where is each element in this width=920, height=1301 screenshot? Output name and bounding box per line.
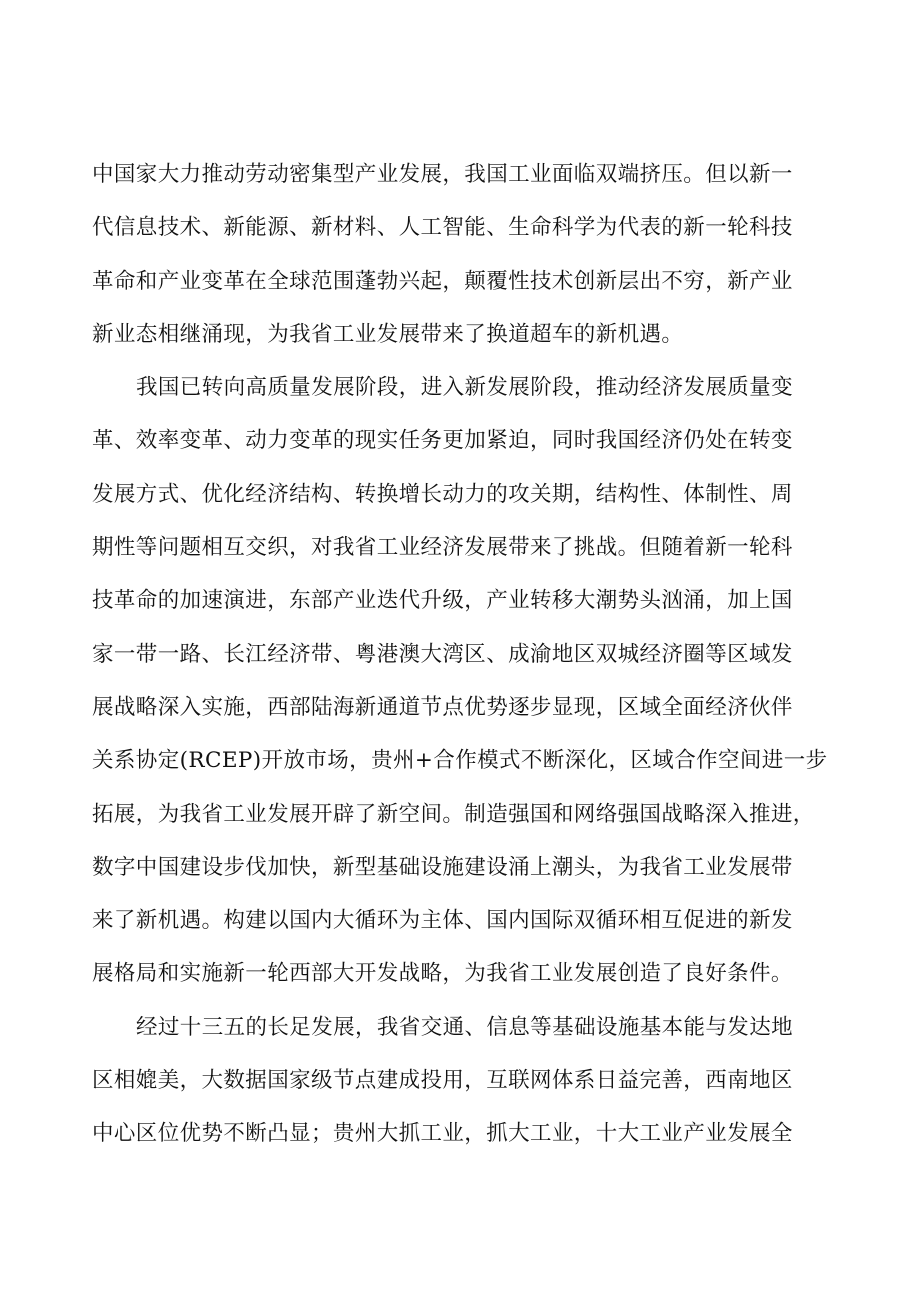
text-line: 革、效率变革、动力变革的现实任务更加紧迫，同时我国经济仍处在转变	[92, 428, 793, 454]
text-line: 关系协定(RCEP)开放市场，贵州+合作模式不断深化，区域合作空间进一步	[92, 748, 828, 774]
text-line: 技革命的加速演进，东部产业迭代升级，产业转移大潮势头汹涌，加上国	[92, 588, 793, 614]
text-line: 来了新机遇。构建以国内大循环为主体、国内国际双循环相互促进的新发	[92, 908, 793, 934]
text-line: 数字中国建设步伐加快，新型基础设施建设涌上潮头，为我省工业发展带	[92, 854, 793, 880]
paragraph-first-line: 我国已转向高质量发展阶段，进入新发展阶段，推动经济发展质量变	[136, 375, 794, 401]
text-line: 代信息技术、新能源、新材料、人工智能、生命科学为代表的新一轮科技	[92, 215, 793, 241]
body-text	[92, 148, 852, 1161]
text-line: 展战略深入实施，西部陆海新通道节点优势逐步显现，区域全面经济伙伴	[92, 694, 793, 720]
text-line: 拓展，为我省工业发展开辟了新空间。制造强国和网络强国战略深入推进，	[92, 801, 815, 827]
text-line: 家一带一路、长江经济带、粤港澳大湾区、成渝地区双城经济圈等区域发	[92, 641, 793, 667]
text-line: 展格局和实施新一轮西部大开发战略，为我省工业发展创造了良好条件。	[92, 961, 793, 987]
paragraph-first-line: 经过十三五的长足发展，我省交通、信息等基础设施基本能与发达地	[136, 1014, 794, 1040]
text-line: 区相媲美，大数据国家级节点建成投用，互联网体系日益完善，西南地区	[92, 1068, 793, 1094]
text-line: 中国家大力推动劳动密集型产业发展，我国工业面临双端挤压。但以新一	[92, 162, 793, 187]
text-line: 中心区位优势不断凸显；贵州大抓工业，抓大工业，十大工业产业发展全	[92, 1121, 793, 1147]
text-line: 发展方式、优化经济结构、转换增长动力的攻关期，结构性、体制性、周	[92, 481, 793, 507]
text-line: 期性等问题相互交织，对我省工业经济发展带来了挑战。但随着新一轮科	[92, 535, 793, 561]
text-line: 新业态相继涌现，为我省工业发展带来了换道超车的新机遇。	[92, 321, 684, 347]
text-line: 革命和产业变革在全球范围蓬勃兴起，颠覆性技术创新层出不穷，新产业	[92, 268, 793, 294]
